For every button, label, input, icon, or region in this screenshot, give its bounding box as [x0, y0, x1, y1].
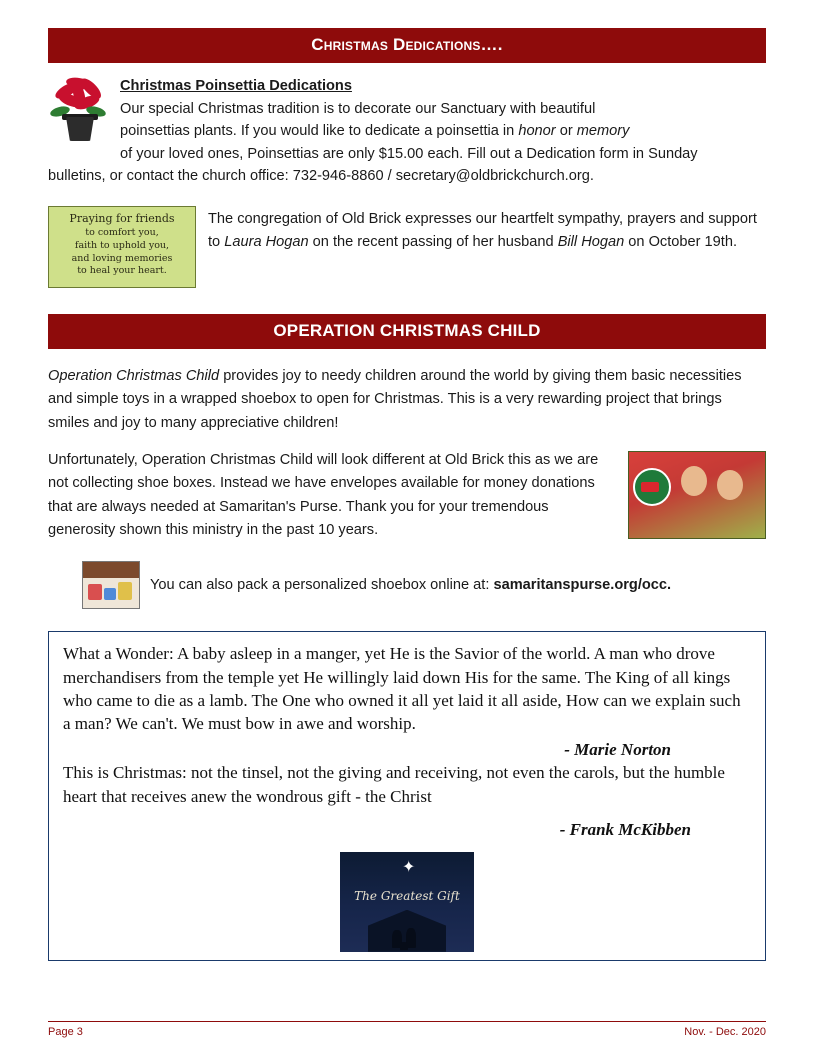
sympathy-block: [48, 206, 766, 288]
occ-paragraph-1-rest: provides joy to needy children around the world by giving them basic necessities and simple toys in a wrapped shoebox to open for Christmas. This is a very rewarding project that brings smiles and joy to many appreciative children!: [48, 368, 742, 431]
nativity-figure: [400, 942, 408, 950]
poinsettia-line-4: bulletins, or contact the church office: 732-946-8860 / secretary@oldbrickchurch.org.: [48, 168, 594, 185]
child-face: [717, 470, 743, 500]
occ-title-italic: Operation Christmas Child: [48, 368, 220, 385]
poinsettia-line-2a: poinsettias plants. If you would like to dedicate a poinsettia in: [120, 123, 519, 140]
nativity-image-title: The Greatest Gift: [354, 888, 460, 903]
occ-children-photo: [628, 451, 766, 539]
quote-attribution-2: - Frank McKibben: [559, 820, 691, 840]
sympathy-text-b: on the recent passing of her husband: [308, 233, 558, 250]
quote-box: [48, 631, 766, 961]
occ-paragraph-1: [48, 365, 766, 435]
poinsettia-line-1: Our special Christmas tradition is to decorate our Sanctuary with beautiful: [120, 100, 596, 117]
poinsettia-block: [48, 75, 766, 188]
sympathy-name-2: Bill Hogan: [557, 233, 625, 250]
sympathy-text: [208, 206, 766, 253]
page-footer: [48, 1021, 766, 1038]
shoebox-online-row: [48, 561, 766, 609]
sympathy-card-line-3: faith to uphold you,: [74, 239, 170, 251]
sympathy-card-line-4: and loving memories: [71, 252, 173, 264]
section-banner-occ: OPERATION CHRISTMAS CHILD: [48, 314, 766, 349]
poinsettia-memory: memory: [576, 123, 630, 140]
shoebox-lid: [83, 562, 139, 578]
quote-paragraph-1: What a Wonder: A baby asleep in a manger, yet He is the Savior of the world. A man who drove merchandisers from the temple yet He willingly laid down His for the same. The King of all kings who came to die as a lamb. The One who owned it all yet laid it all aside, How can we explain such a man? We can't. We must bow in awe and worship.: [63, 644, 741, 734]
sympathy-card-image: [48, 206, 196, 288]
poinsettia-heading: Christmas Poinsettia Dedications: [120, 78, 352, 94]
shoebox-item: [104, 588, 116, 600]
star-icon: ✦: [402, 858, 416, 876]
poinsettia-or: or: [555, 123, 577, 140]
shoebox-link[interactable]: samaritanspurse.org/occ.: [493, 577, 672, 594]
sympathy-name-1: Laura Hogan: [224, 233, 309, 250]
shoebox-text: [150, 577, 671, 593]
quote-attribution-1: - Marie Norton: [564, 739, 671, 759]
poinsettia-line-3: of your loved ones, Poinsettias are only $15.00 each. Fill out a Dedication form in Sunday: [120, 145, 698, 162]
footer-page-number: Page 3: [48, 1026, 83, 1038]
flower-pot: [66, 117, 94, 141]
occ-logo-icon: [633, 468, 671, 506]
occ-paragraph-2: Unfortunately, Operation Christmas Child will look different at Old Brick this as we are not collecting shoe boxes. Instead we have envelopes available for money donations that are always needed at Samaritan's Purse. Thank you for your tremendous generosity shown this ministry in the past 10 years.: [48, 452, 599, 539]
sympathy-text-a: The congregation of Old Brick expresses our heartfelt sympathy, prayers and support to: [208, 211, 757, 250]
shoebox-text-lead: You can also pack a personalized shoebox online at:: [150, 577, 494, 594]
occ-paragraph-2-block: [48, 449, 766, 545]
sympathy-text-c: on October 19th.: [624, 233, 738, 250]
poinsettia-image: [50, 77, 112, 145]
footer-issue-date: Nov. - Dec. 2020: [684, 1026, 766, 1038]
shoebox-image: [82, 561, 140, 609]
poinsettia-text: [48, 75, 766, 188]
child-face: [681, 466, 707, 496]
section-banner-dedications: Christmas Dedications….: [48, 28, 766, 63]
sympathy-card-line-5: to heal your heart.: [77, 265, 167, 277]
poinsettia-honor: honor: [518, 123, 556, 140]
occ-banner-wrap: [48, 314, 766, 349]
shoebox-item: [88, 584, 102, 600]
nativity-image: [340, 852, 474, 952]
sympathy-card-line-1: Praying for friends: [69, 212, 175, 226]
quote-paragraph-2: This is Christmas: not the tinsel, not the giving and receiving, not even the carols, but the humble heart that receives anew the wondrous gift - the Christ: [63, 763, 725, 806]
shoebox-item: [118, 582, 132, 600]
sympathy-card-line-2: to comfort you,: [85, 226, 159, 238]
